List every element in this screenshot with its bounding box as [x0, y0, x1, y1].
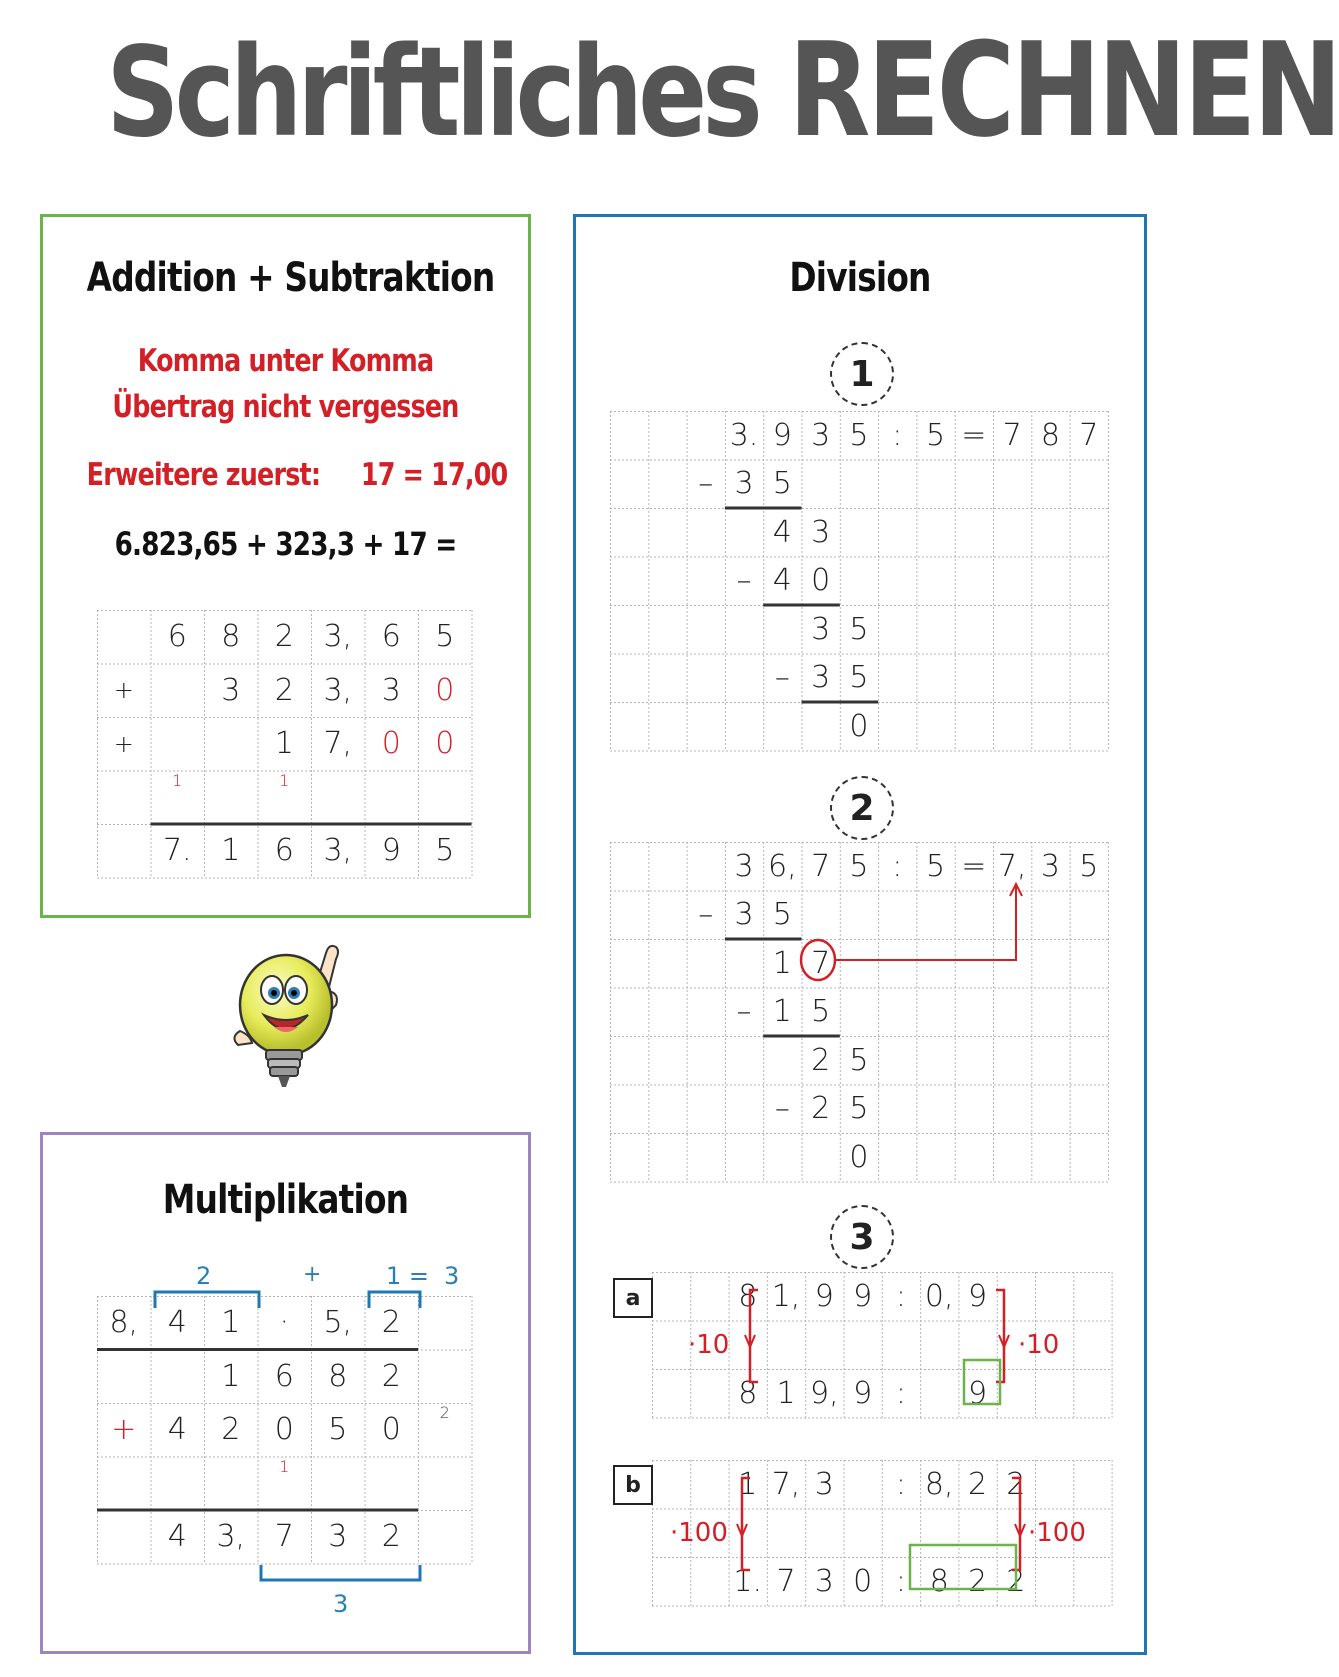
grid-cell: 2	[1006, 1466, 1026, 1502]
grid-cell: 5	[328, 1412, 348, 1448]
grid-cell: –	[736, 563, 752, 599]
grid-cell: 3	[811, 611, 831, 647]
grid-cell: 0	[811, 563, 831, 599]
grid-cell: 9	[853, 1375, 873, 1411]
grid-cell: 3	[811, 514, 831, 550]
grid-cell: 7	[811, 848, 831, 884]
grid-cell: 0	[435, 726, 455, 762]
grid-cell: 5	[772, 897, 792, 933]
grid-cell: 1	[274, 726, 294, 762]
grid-cell: 7,	[323, 726, 353, 762]
division-3b-factor-left: ·100	[670, 1518, 728, 1548]
grid-cell: 3	[734, 897, 754, 933]
mul-bracket-left-label: 2	[196, 1262, 212, 1290]
grid-cell: 2	[274, 672, 294, 708]
grid-cell: 5	[435, 833, 455, 869]
grid-cell: 1	[221, 833, 241, 869]
grid-cell: 6	[167, 619, 187, 655]
grid-cell: 5	[772, 466, 792, 502]
grid-cell: :	[892, 848, 903, 884]
grid-cell: 1,	[771, 1278, 801, 1314]
grid-cell: 7.	[162, 833, 192, 869]
grid-cell: 1	[738, 1466, 758, 1502]
grid-cell: 5	[849, 611, 869, 647]
grid-cell: –	[774, 1091, 790, 1127]
grid-cell: 8	[929, 1563, 949, 1599]
grid-cell: 7	[776, 1563, 796, 1599]
grid-cell: 0	[853, 1563, 873, 1599]
division-step-2-label: 2	[849, 787, 875, 829]
division-3b-label: b	[625, 1472, 641, 1498]
grid-cell: 3	[221, 672, 241, 708]
grid-cell: 5	[849, 1042, 869, 1078]
grid-cell: –	[774, 660, 790, 696]
grid-cell: 6	[381, 619, 401, 655]
division-3a-label: a	[625, 1285, 641, 1311]
mul-bracket-plus: +	[303, 1262, 322, 1287]
grid-cell: 5	[925, 417, 946, 453]
title-part2: RECHNEN	[788, 14, 1339, 166]
grid-cell: 2	[381, 1358, 401, 1394]
grid-cell: 1	[279, 1456, 290, 1476]
grid-cell: 2	[967, 1466, 988, 1502]
grid-cell: 4	[167, 1412, 187, 1448]
grid-cell: 3	[1040, 848, 1060, 884]
addition-rule-3-label: Erweitere zuerst:	[86, 457, 321, 493]
grid-cell: 5	[849, 660, 869, 696]
grid-cell: 2	[381, 1519, 401, 1555]
grid-cell: =	[961, 848, 987, 884]
grid-cell: 0	[381, 1412, 401, 1448]
grid-cell: 3	[381, 672, 401, 708]
grid-cell: 9	[381, 833, 401, 869]
grid-cell: 3,	[216, 1519, 246, 1555]
grid-cell: 5	[1079, 848, 1099, 884]
grid-cell: 2	[439, 1403, 450, 1422]
division-3a-factor-left: ·10	[688, 1330, 730, 1360]
grid-cell: 3,	[323, 619, 353, 655]
grid-cell: 4	[167, 1305, 187, 1341]
grid-cell: +	[113, 676, 134, 705]
grid-cell: 6	[274, 1358, 294, 1394]
grid-cell: 9,	[810, 1375, 839, 1411]
grid-cell: 5	[849, 1091, 869, 1127]
addition-rule-1: Komma unter Komma	[137, 343, 434, 379]
grid-cell: 8,	[109, 1305, 139, 1341]
grid-cell: 2	[221, 1412, 241, 1448]
grid-cell: 7	[274, 1519, 294, 1555]
grid-cell: +	[113, 729, 134, 758]
grid-cell: 0	[274, 1412, 294, 1448]
grid-cell: 3	[814, 1466, 834, 1502]
mul-bracket-result: 3	[444, 1262, 460, 1290]
grid-cell: 6	[274, 833, 294, 869]
grid-cell: 8	[328, 1358, 348, 1394]
grid-cell: 0,	[924, 1278, 954, 1314]
grid-cell: 0	[435, 672, 455, 708]
grid-cell: 2	[274, 619, 294, 655]
grid-cell: 5	[849, 848, 869, 884]
grid-cell: –	[698, 897, 714, 933]
grid-cell: 2	[1006, 1563, 1026, 1599]
multiplication-heading: Multiplikation	[162, 1177, 409, 1223]
grid-cell: 7	[811, 945, 831, 981]
grid-cell: –	[698, 466, 714, 502]
grid-cell: :	[895, 1278, 906, 1314]
grid-cell: 1	[776, 1375, 796, 1411]
grid-cell: 2	[967, 1563, 988, 1599]
grid-cell: 4	[772, 563, 792, 599]
grid-cell: 3	[328, 1519, 348, 1555]
grid-cell: 5	[925, 848, 946, 884]
grid-cell: 4	[772, 514, 792, 550]
grid-cell: 8	[738, 1278, 758, 1314]
grid-cell: =	[961, 417, 987, 453]
grid-cell: 5	[811, 994, 831, 1030]
grid-cell: 2	[381, 1305, 401, 1341]
grid-cell: 9	[814, 1278, 834, 1314]
grid-cell: +	[111, 1412, 137, 1448]
grid-cell: 8	[221, 619, 241, 655]
grid-cell: 0	[849, 708, 869, 744]
grid-cell: 2	[811, 1042, 831, 1078]
grid-cell: 5,	[323, 1305, 353, 1341]
grid-cell: 7	[1079, 417, 1099, 453]
grid-cell: 3	[811, 660, 831, 696]
addition-heading: Addition + Subtraktion	[86, 255, 495, 301]
grid-cell: 2	[811, 1091, 831, 1127]
grid-cell: 9	[967, 1375, 988, 1411]
grid-cell: –	[736, 994, 752, 1030]
grid-cell: 5	[435, 619, 455, 655]
division-step-1-label: 1	[849, 353, 875, 395]
grid-cell: 1	[172, 770, 183, 790]
grid-cell: 3	[814, 1563, 834, 1599]
grid-cell: :	[895, 1563, 906, 1599]
grid-cell: 3,	[323, 672, 353, 708]
grid-cell: 9	[853, 1278, 873, 1314]
grid-cell: 1	[279, 770, 290, 790]
grid-cell: 8	[738, 1375, 758, 1411]
grid-cell: :	[895, 1375, 906, 1411]
grid-cell: 7	[1002, 417, 1022, 453]
addition-equation: 6.823,65 + 323,3 + 17 =	[114, 525, 457, 563]
grid-cell: 6,	[768, 848, 797, 884]
grid-cell: :	[895, 1466, 906, 1502]
grid-cell: 9	[967, 1278, 988, 1314]
title-part1: Schriftliches	[106, 21, 758, 165]
division-3a-factor-right: ·10	[1018, 1330, 1060, 1360]
grid-cell: ·	[279, 1305, 290, 1341]
mul-bracket-bottom-label: 3	[333, 1590, 349, 1618]
grid-cell: 7,	[771, 1466, 801, 1502]
grid-cell: 3,	[323, 833, 353, 869]
division-step-3-label: 3	[849, 1216, 875, 1258]
grid-cell: 0	[381, 726, 401, 762]
grid-cell: 3	[811, 417, 831, 453]
division-heading: Division	[789, 255, 931, 301]
grid-cell: 1	[772, 994, 792, 1030]
grid-cell: 4	[167, 1519, 187, 1555]
addition-rule-2: Übertrag nicht vergessen	[112, 389, 459, 425]
grid-cell: 1.	[733, 1563, 763, 1599]
grid-cell: 9	[772, 417, 792, 453]
grid-cell: 8,	[924, 1466, 954, 1502]
addition-rule-3-value: 17 = 17,00	[360, 457, 508, 493]
grid-cell: 8	[1040, 417, 1060, 453]
grid-cell: 3	[734, 466, 754, 502]
grid-cell: 5	[849, 417, 869, 453]
grid-cell: 7,	[997, 848, 1027, 884]
grid-cell: 0	[849, 1139, 869, 1175]
grid-cell: 1	[221, 1305, 241, 1341]
mul-bracket-right-label: 1 =	[386, 1262, 430, 1290]
division-3b-factor-right: ·100	[1028, 1518, 1086, 1548]
grid-cell: 1	[221, 1358, 241, 1394]
grid-cell: :	[892, 417, 903, 453]
grid-cell: 1	[772, 945, 792, 981]
grid-cell: 3	[734, 848, 754, 884]
grid-cell: 3.	[729, 417, 759, 453]
